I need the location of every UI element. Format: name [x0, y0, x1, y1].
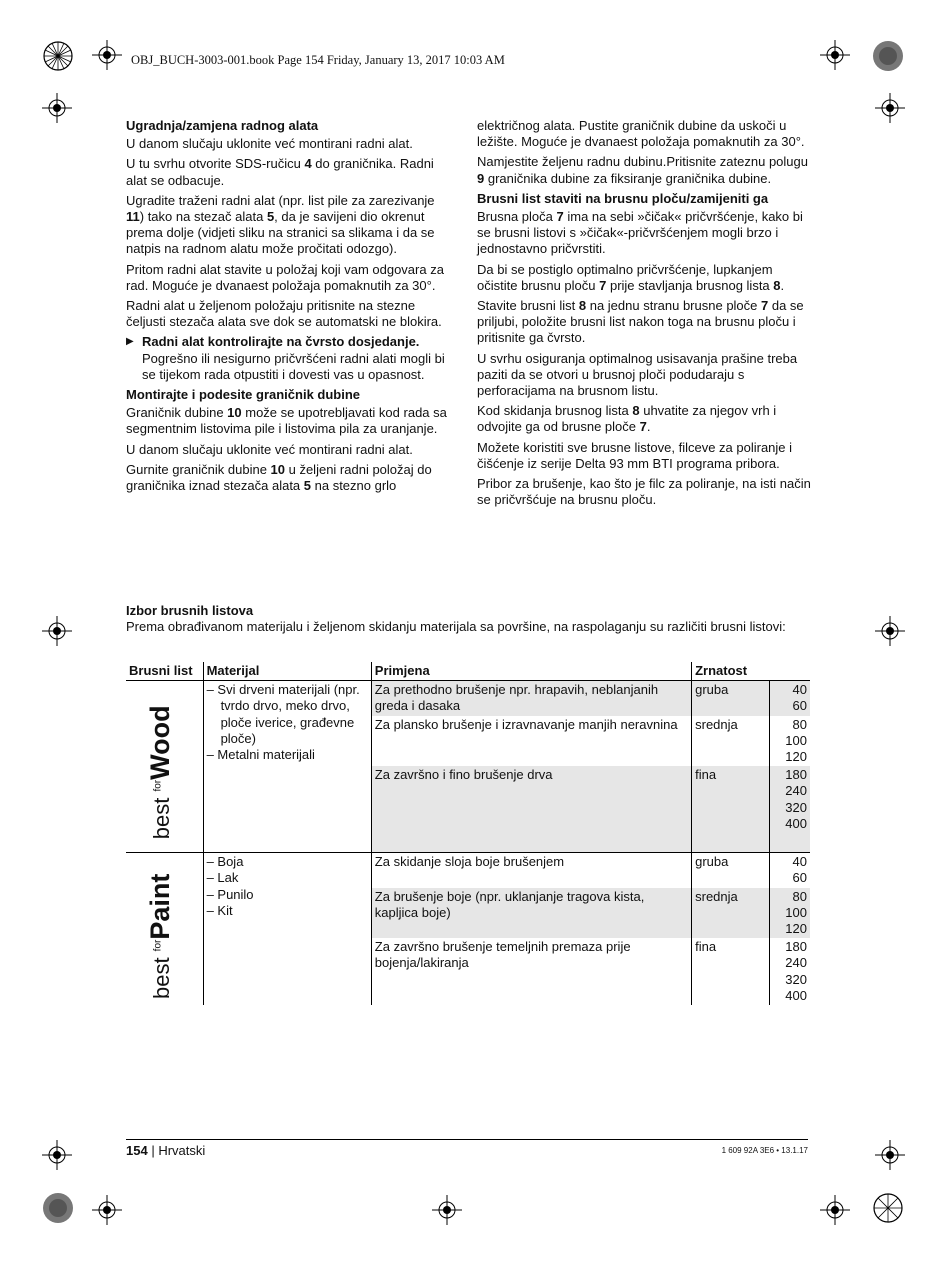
header-material: Materijal: [203, 662, 371, 681]
material-item: – Boja: [206, 854, 244, 870]
grit-values-cell: 180 240 320 400: [769, 766, 810, 853]
section-title-depth: Montirajte i podesite graničnik dubine: [126, 387, 361, 403]
grit-values-cell: 80 100 120: [769, 716, 810, 767]
crosshair-icon: [42, 616, 72, 646]
paragraph: Radni alat u željenom položaju pritisnite na stezne čeljusti stezača alata sve dok se automatski ne blokira.: [126, 298, 442, 330]
paragraph: Kod skidanja brusnog lista 8 uhvatite za njegov vrh i odvojite ga od brusne ploče 7.: [477, 403, 777, 435]
left-column: [126, 118, 456, 498]
section-title-tool: Ugradnja/zamjena radnog alata: [126, 118, 319, 133]
material-item: – Kit: [206, 902, 233, 918]
paragraph: U tu svrhu otvorite SDS-ručicu 4 do graničnika. Radni alat se odbacuje.: [126, 156, 434, 188]
material-item: – Lak: [206, 870, 239, 886]
document-code: 1 609 92A 3E6 • 13.1.17: [721, 1146, 808, 1155]
grain-cell: srednja: [692, 888, 770, 939]
paragraph: Ugradite traženi radni alat (npr. list pile za zarezivanje 11) tako na stezač alata 5, da je savijeni dio okrenut prema dolje (vidjeti sliku na stranici sa slikama i da se natpis na radnom alatu može pročitati odozgo).: [126, 192, 435, 257]
grit-values-cell: 40 60: [769, 853, 810, 888]
wood-materials: [203, 681, 371, 853]
footer-language: Hrvatski: [158, 1143, 206, 1158]
sanding-selection-section: [126, 603, 812, 635]
paragraph: Možete koristiti sve brusne listove, filceve za poliranje i čišćenje iz serije Delta 93 mm BTI programa pribora.: [477, 439, 793, 471]
grain-cell: gruba: [692, 681, 770, 716]
paragraph: Namjestite željenu radnu dubinu.Pritisnite zateznu polugu 9 graničnika dubine za fiksiranje graničnika dubine.: [477, 154, 808, 186]
paint-materials: [203, 853, 371, 1005]
sanding-sheet-table: [126, 662, 810, 1005]
paragraph: Brusna ploča 7 ima na sebi »čičak« pričvršćenje, kako bi se brusni listovi s »čičak«-pričvršćenjem mogli brzo i jednostavno pričvrstiti.: [477, 209, 803, 257]
application-cell: Za brušenje boje (npr. uklanjanje tragova kista, kapljica boje): [371, 888, 691, 939]
registration-mark-icon: [872, 1192, 904, 1224]
warning-bold: Radni alat kontrolirajte na čvrsto dosjedanje.: [142, 334, 420, 350]
triangle-bullet-icon: ▶: [126, 336, 134, 348]
material-item: – Svi drveni materijali (npr. tvrdo drvo, meko drvo, ploče iverice, građevne ploče): [206, 682, 360, 746]
footer-page-label: 154 | Hrvatski: [126, 1143, 206, 1158]
paragraph: Stavite brusni list 8 na jednu stranu brusne ploče 7 da se priljubi, položite brusni list nakon toga na brusnu ploču i pritisnite ga čvrsto.: [477, 298, 804, 346]
paragraph: Pribor za brušenje, kao što je filc za poliranje, na isti način se pričvršćuje na brusnu ploču.: [477, 476, 811, 508]
warning-note: [126, 334, 456, 383]
material-item: – Punilo: [206, 886, 254, 902]
section-title-selection: Izbor brusnih listova: [126, 603, 254, 618]
best-for-wood-logo: best $^{for}$Wood: [145, 705, 176, 840]
right-column: [477, 118, 812, 512]
table-row: [126, 681, 810, 716]
crosshair-icon: [92, 40, 122, 70]
book-header-line: OBJ_BUCH-3003-001.book Page 154 Friday, January 13, 2017 10:03 AM: [131, 53, 505, 67]
paragraph: Pritom radni alat stavite u položaj koji vam odgovara za rad. Moguće je dvanaest položaja pomaknutih za 30°.: [126, 261, 444, 293]
warning-text: Pogrešno ili nesigurno pričvršćeni radni alati mogli bi se tijekom rada otpustiti i dovesti vas u opasnost.: [142, 350, 445, 382]
grit-values-cell: 40 60: [769, 681, 810, 716]
grain-cell: srednja: [692, 716, 770, 767]
application-cell: Za završno brušenje temeljnih premaza prije bojenja/lakiranja: [371, 938, 691, 1005]
paragraph: Da bi se postiglo optimalno pričvršćenje, lupkanjem očistite brusnu ploču 7 prije stavljanja brusnog lista 8.: [477, 261, 785, 293]
crosshair-icon: [432, 1195, 462, 1225]
wood-group: [126, 681, 810, 853]
paragraph: Gurnite graničnik dubine 10 u željeni radni položaj do graničnika iznad stezača alata 5 na stezno grlo: [126, 461, 432, 494]
crosshair-icon: [92, 1195, 122, 1225]
application-cell: Za završno i fino brušenje drva: [371, 766, 691, 853]
paragraph: U danom slučaju uklonite već montirani radni alat.: [126, 136, 413, 152]
gray-target-icon: [42, 1192, 74, 1224]
header-sheet: Brusni list: [126, 662, 203, 681]
paragraph: U danom slučaju uklonite već montirani radni alat.: [126, 441, 413, 457]
grain-cell: fina: [692, 938, 770, 1005]
application-cell: Za skidanje sloja boje brušenjem: [371, 853, 691, 888]
table-header-row: [126, 662, 810, 681]
crosshair-icon: [42, 93, 72, 123]
table-row: [126, 853, 810, 888]
best-for-paint-logo: best $^{for}$Paint: [145, 873, 176, 999]
registration-mark-icon: [42, 40, 74, 72]
selection-intro: Prema obrađivanom materijalu i željenom skidanju materijala sa površine, na raspolaganju su različiti brusni listovi:: [126, 619, 786, 635]
grain-cell: fina: [692, 766, 770, 853]
crosshair-icon: [820, 1195, 850, 1225]
section-title-sanding: Brusni list staviti na brusnu ploču/zamijeniti ga: [477, 190, 769, 206]
crosshair-icon: [820, 40, 850, 70]
paragraph: U svrhu osiguranja optimalnog usisavanja prašine treba paziti da se otvori u brusnoj ploči podudaraju s perforacijama na brusnom listu.: [477, 350, 798, 399]
page-number: 154: [126, 1143, 148, 1158]
crosshair-icon: [875, 1140, 905, 1170]
grit-values-cell: 180 240 320 400: [769, 938, 810, 1005]
paragraph: Graničnik dubine 10 može se upotrebljavati kod rada sa segmentnim listovima pile i listovima pila za uranjanje.: [126, 405, 447, 437]
paragraph: električnog alata. Pustite graničnik dubine da uskoči u ležište. Moguće je dvanaest položaja pomaknutih za 30°.: [477, 118, 805, 150]
footer-divider: [126, 1139, 808, 1140]
crosshair-icon: [875, 93, 905, 123]
application-cell: Za prethodno brušenje npr. hrapavih, neblanjanih greda i dasaka: [371, 681, 691, 716]
crosshair-icon: [42, 1140, 72, 1170]
header-application: Primjena: [371, 662, 691, 681]
grain-cell: gruba: [692, 853, 770, 888]
header-grit: Zrnatost: [692, 662, 810, 681]
material-item: – Metalni materijali: [206, 747, 315, 763]
grit-values-cell: 80 100 120: [769, 888, 810, 939]
paint-group: [126, 853, 810, 1005]
application-cell: Za plansko brušenje i izravnavanje manjih neravnina: [371, 716, 691, 767]
gray-target-icon: [872, 40, 904, 72]
crosshair-icon: [875, 616, 905, 646]
